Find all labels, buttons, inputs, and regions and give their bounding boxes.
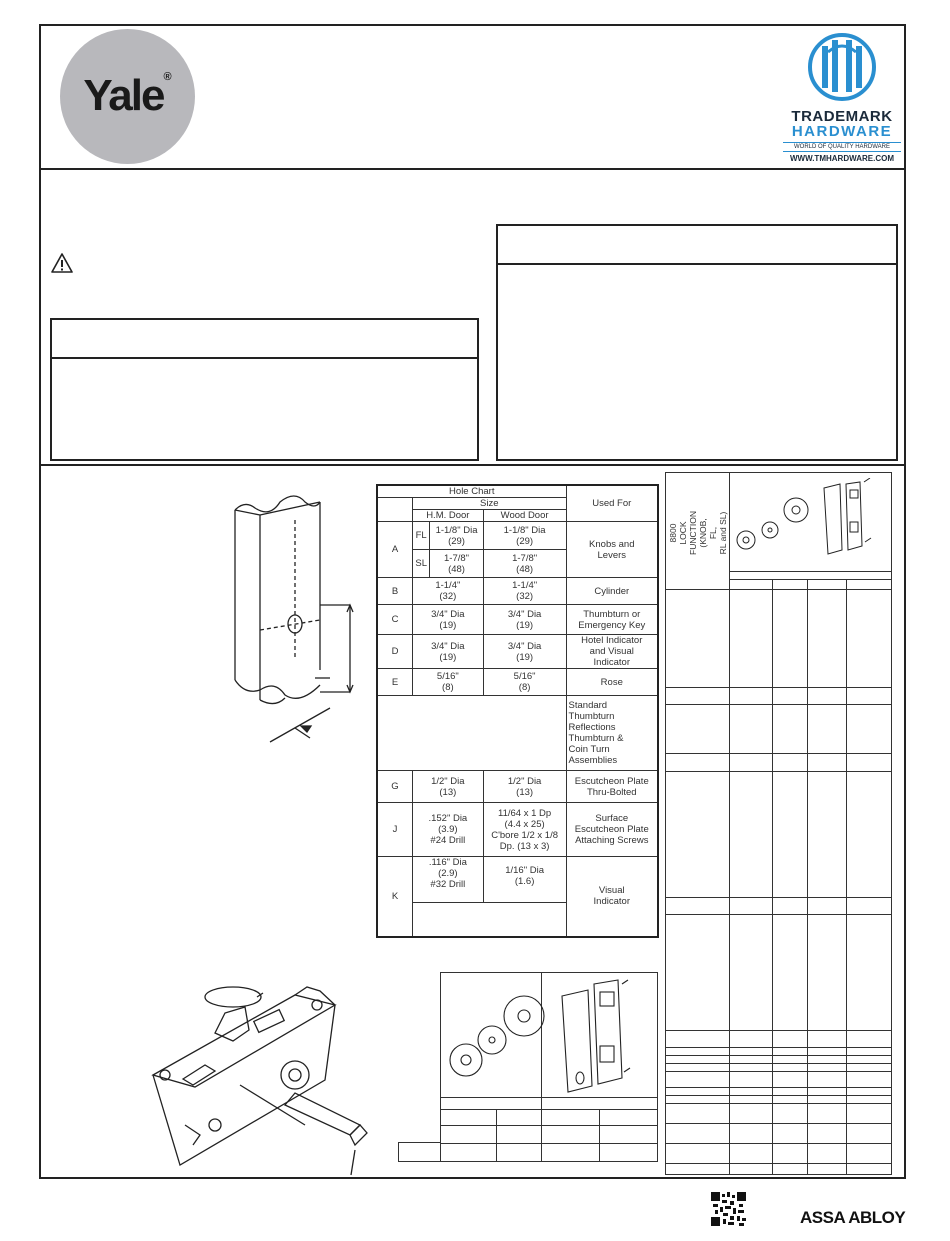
left-notice-box bbox=[50, 318, 479, 461]
table-row bbox=[377, 696, 658, 771]
used-for: Thumbturn or Emergency Key bbox=[566, 605, 658, 635]
wood-size: 11/64 x 1 Dp (4.4 x 25) C'bore 1/2 x 1/8 Dp. (13 x 3) bbox=[483, 803, 566, 857]
function-label-cell bbox=[666, 476, 730, 590]
hole-label: C bbox=[377, 605, 413, 635]
section-divider bbox=[39, 464, 906, 466]
brand-name: Yale bbox=[83, 71, 164, 120]
left-notice-header-line bbox=[50, 357, 479, 359]
col-header-used-for: Used For bbox=[566, 485, 658, 522]
hole-label: D bbox=[377, 635, 413, 669]
trim-parts-small-diagram bbox=[732, 478, 890, 576]
dealer-tagline: WORLD OF QUALITY HARDWARE bbox=[783, 142, 901, 152]
hm-size: 3/4" Dia (19) bbox=[413, 605, 484, 635]
hm-size: 1/2" Dia (13) bbox=[413, 771, 484, 803]
door-edge-diagram bbox=[225, 480, 365, 750]
used-for: Visual Indicator bbox=[566, 857, 658, 937]
warning-triangle-icon bbox=[50, 252, 74, 274]
wood-size: 1/2" Dia (13) bbox=[483, 771, 566, 803]
hole-chart-table bbox=[376, 484, 659, 938]
used-for: Cylinder bbox=[566, 578, 658, 605]
hm-size: 1-1/4" (32) bbox=[413, 578, 484, 605]
mortise-lock-diagram bbox=[145, 975, 375, 1180]
right-notice-header-line bbox=[496, 263, 898, 265]
table-row bbox=[377, 578, 658, 605]
right-notice-box bbox=[496, 224, 898, 461]
header-divider bbox=[39, 168, 906, 170]
used-for: Surface Escutcheon Plate Attaching Screws bbox=[566, 803, 658, 857]
table-row bbox=[377, 669, 658, 696]
used-for: Knobs and Levers bbox=[566, 522, 658, 578]
dealer-logo bbox=[783, 32, 901, 167]
hole-label: K bbox=[377, 857, 413, 937]
wood-size: 3/4" Dia (19) bbox=[483, 635, 566, 669]
dealer-name-line2: HARDWARE bbox=[791, 123, 893, 140]
table-row bbox=[377, 605, 658, 635]
hole-chart-title: Hole Chart bbox=[377, 485, 566, 498]
door-type-label: SL bbox=[413, 550, 430, 578]
registered-mark: ® bbox=[163, 71, 172, 83]
hole-label: B bbox=[377, 578, 413, 605]
yale-logo bbox=[60, 29, 195, 164]
table-row bbox=[377, 803, 658, 857]
dealer-emblem-icon bbox=[808, 32, 876, 102]
trim-parts-table-label-cell bbox=[398, 1142, 441, 1162]
hm-size: 1-7/8" (48) bbox=[430, 550, 483, 578]
table-row bbox=[377, 635, 658, 669]
function-label: 8800 LOCK FUNCTION (KNOB, FL, RL and SL) bbox=[668, 511, 728, 555]
col-header-wood-door: Wood Door bbox=[483, 510, 566, 522]
hole-label: E bbox=[377, 669, 413, 696]
hole-label: J bbox=[377, 803, 413, 857]
dealer-name-line1: TRADEMARK bbox=[791, 108, 893, 125]
wood-size: 1-7/8" (48) bbox=[483, 550, 566, 578]
hm-size: 3/4" Dia (19) bbox=[413, 635, 484, 669]
door-type-label: FL bbox=[413, 522, 430, 550]
hm-size: 1-1/8" Dia (29) bbox=[430, 522, 483, 550]
col-header-size: Size bbox=[413, 498, 567, 510]
wood-size: 1-1/4" (32) bbox=[483, 578, 566, 605]
used-for: Hotel Indicator and Visual Indicator bbox=[566, 635, 658, 669]
wood-size: 5/16" (8) bbox=[483, 669, 566, 696]
wood-size: 1/16" Dia (1.6) bbox=[483, 857, 566, 903]
footer-company-logo: ASSA ABLOY bbox=[800, 1208, 906, 1227]
hm-size: 5/16" (8) bbox=[413, 669, 484, 696]
dealer-url[interactable]: WWW.TMHARDWARE.COM bbox=[790, 154, 894, 163]
used-for: Standard Thumbturn Reflections Thumbturn & Coin Turn Assemblies bbox=[566, 696, 658, 771]
wood-size: 1-1/8" Dia (29) bbox=[483, 522, 566, 550]
used-for: Rose bbox=[566, 669, 658, 696]
hm-size: .116" Dia (2.9) #32 Drill bbox=[413, 857, 484, 903]
table-row bbox=[377, 771, 658, 803]
used-for: Escutcheon Plate Thru-Bolted bbox=[566, 771, 658, 803]
qr-code-icon[interactable] bbox=[711, 1192, 746, 1226]
hm-size: .152" Dia (3.9) #24 Drill bbox=[413, 803, 484, 857]
wood-size: 3/4" Dia (19) bbox=[483, 605, 566, 635]
table-row bbox=[377, 857, 658, 903]
trim-parts-diagram bbox=[442, 974, 656, 1094]
table-row bbox=[377, 522, 658, 550]
col-header-hm-door: H.M. Door bbox=[413, 510, 484, 522]
hole-label: G bbox=[377, 771, 413, 803]
hole-label: A bbox=[377, 522, 413, 578]
